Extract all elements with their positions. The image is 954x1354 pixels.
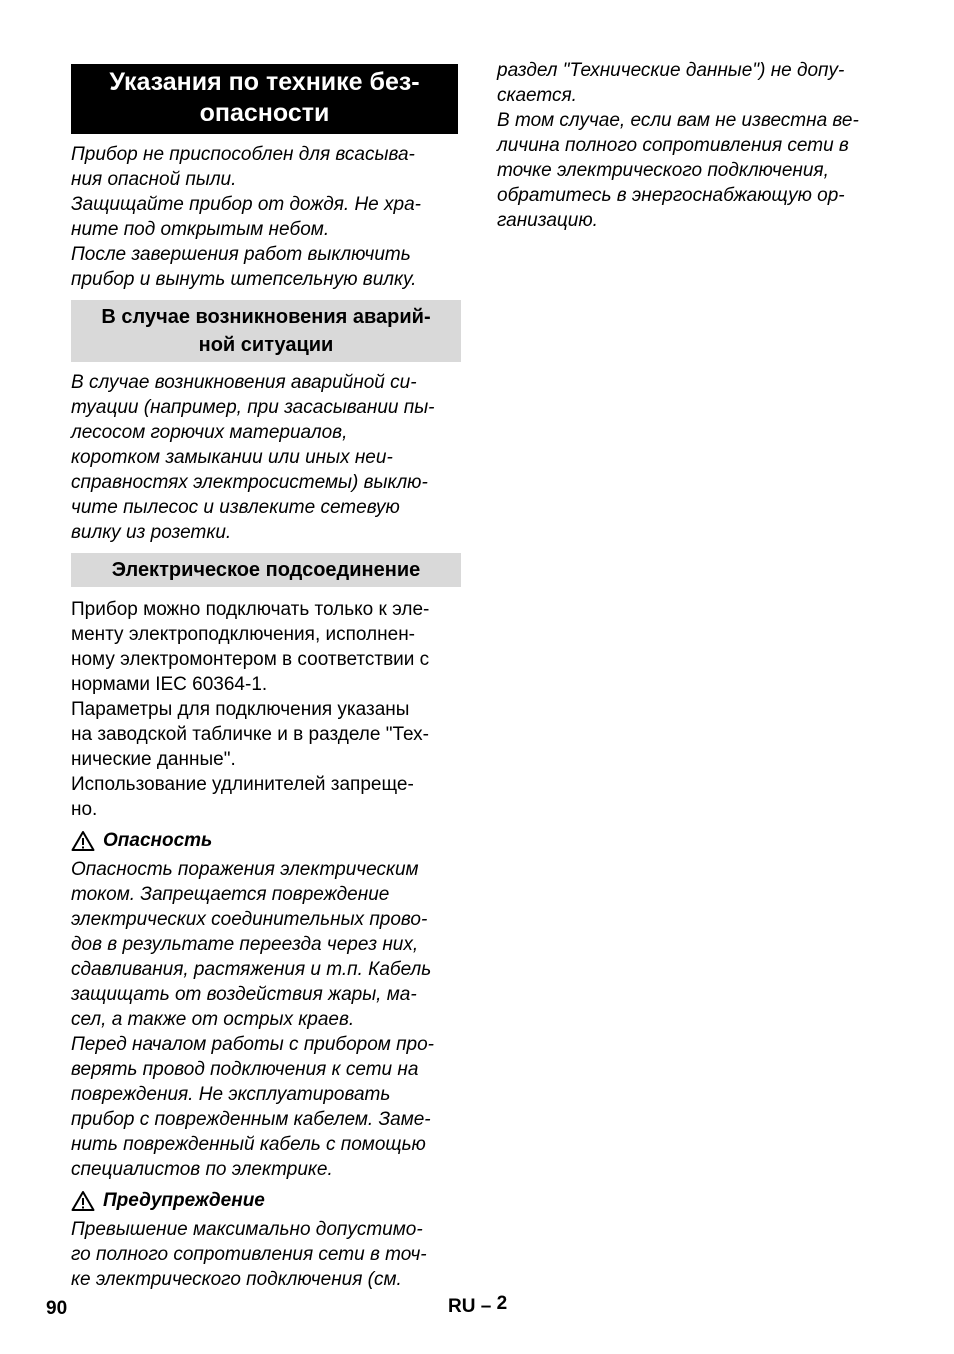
- text-line: менту электроподключения, исполнен-: [71, 624, 416, 645]
- text-line: прибор с поврежденным кабелем. Заме-: [71, 1109, 431, 1130]
- text-line: точке электрического подключения,: [497, 160, 829, 181]
- text-line: справностях электросистемы) выклю-: [71, 472, 428, 493]
- text-line: ке электрического подключения (см.: [71, 1269, 402, 1290]
- text-line: раздел "Технические данные") не допу-: [497, 60, 845, 81]
- text-line: но.: [71, 799, 98, 820]
- electrical-paragraph: [71, 597, 461, 822]
- text-line: коротком замыкании или иных неи-: [71, 447, 393, 468]
- right-column: [497, 58, 892, 233]
- text-line: нические данные".: [71, 749, 236, 770]
- text-line: скается.: [497, 85, 577, 106]
- continued-warning-paragraph: [497, 58, 892, 233]
- text-line: Прибор не приспособлен для всасыва-: [71, 144, 415, 165]
- text-line: электрических соединительных прово-: [71, 909, 428, 930]
- text-line: нормами IEC 60364-1.: [71, 674, 268, 695]
- section-title-safety: [71, 64, 458, 134]
- text-line: повреждения. Не эксплуатировать: [71, 1084, 391, 1105]
- text-line: сел, а также от острых краев.: [71, 1009, 355, 1030]
- heading-emergency: [71, 300, 461, 362]
- text-line: Прибор можно подключать только к эле-: [71, 599, 430, 620]
- danger-label: Опасность: [103, 830, 213, 851]
- text-line: В том случае, если вам не известна ве-: [497, 110, 859, 131]
- text-line: ните под открытым небом.: [71, 219, 330, 240]
- warning-triangle-icon: [71, 1190, 95, 1212]
- text-line: Параметры для подключения указаны: [71, 699, 410, 720]
- text-line: го полного сопротивления сети в точ-: [71, 1244, 427, 1265]
- title-line: опасности: [199, 99, 330, 127]
- heading-line: Электрическое подсоединение: [111, 559, 421, 581]
- dash: –: [480, 1296, 492, 1317]
- emergency-paragraph: [71, 370, 461, 545]
- section-number: 2: [496, 1293, 508, 1314]
- text-line: туации (например, при засасывании пы-: [71, 397, 435, 418]
- safety-paragraph: [71, 142, 461, 292]
- text-line: дов в результате переезда через них,: [71, 934, 419, 955]
- text-line: Превышение максимально допустимо-: [71, 1219, 423, 1240]
- text-line: обратитесь в энергоснабжающую ор-: [497, 185, 845, 206]
- text-line: сдавливания, растяжения и т.п. Кабель: [71, 959, 432, 980]
- text-line: чите пылесос и извлеките сетевую: [71, 497, 400, 518]
- text-line: защищать от воздействия жары, ма-: [71, 984, 417, 1005]
- text-line: Опасность поражения электрическим: [71, 859, 419, 880]
- text-line: Защищайте прибор от дождя. Не хра-: [71, 194, 421, 215]
- text-line: на заводской табличке и в разделе "Тех-: [71, 724, 429, 745]
- danger-paragraph: [71, 857, 461, 1182]
- heading-electrical: [71, 553, 461, 587]
- warning-label: Предупреждение: [103, 1190, 265, 1211]
- text-line: ному электромонтером в соответствии с: [71, 649, 430, 670]
- heading-line: В случае возникновения аварий-: [101, 306, 431, 328]
- text-line: прибор и вынуть штепсельную вилку.: [71, 269, 417, 290]
- text-line: током. Запрещается повреждение: [71, 884, 390, 905]
- text-line: ганизацию.: [497, 210, 598, 231]
- text-line: лесосом горючих материалов,: [71, 422, 348, 443]
- warning-triangle-icon: [71, 830, 95, 852]
- text-line: верять провод подключения к сети на: [71, 1059, 419, 1080]
- warning-paragraph: [71, 1217, 461, 1292]
- text-line: вилку из розетки.: [71, 522, 232, 543]
- text-line: личина полного сопротивления сети в: [497, 135, 849, 156]
- text-line: После завершения работ выключить: [71, 244, 411, 265]
- warning-label-row: [71, 1188, 461, 1213]
- text-line: В случае возникновения аварийной си-: [71, 372, 417, 393]
- heading-line: ной ситуации: [198, 334, 334, 356]
- page-number: 90: [46, 1298, 68, 1319]
- footer-section-label: [448, 1293, 508, 1318]
- lang-label: RU: [448, 1296, 476, 1317]
- danger-label-row: [71, 828, 461, 853]
- title-line: Указания по технике без-: [109, 68, 420, 96]
- text-line: Перед началом работы с прибором про-: [71, 1034, 435, 1055]
- text-line: Использование удлинителей запреще-: [71, 774, 414, 795]
- text-line: специалистов по электрике.: [71, 1159, 333, 1180]
- left-column: [71, 58, 461, 1292]
- text-line: нить поврежденный кабель с помощью: [71, 1134, 426, 1155]
- text-line: ния опасной пыли.: [71, 169, 237, 190]
